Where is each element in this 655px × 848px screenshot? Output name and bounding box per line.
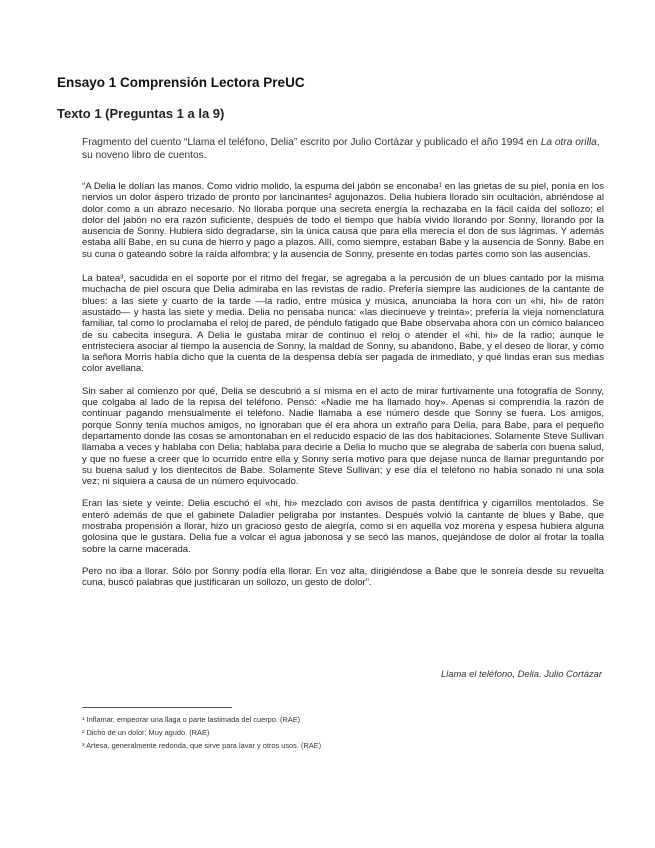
- intro-text: Fragmento del cuento “Llama el teléfono, Delia” escrito por Julio Cortázar y publicado el año 1994 en: [82, 137, 541, 148]
- story-paragraph-1: “A Delia le dolían las manos. Como vidrio molido, la espuma del jabón se enconaba¹ en las grietas de su piel, ponía en los nervios un dolor áspero trizado de pronto por lancinantes² agujonazos. Delia hubiera llorado sin ocultación, abriéndose al dolor como a un abrazo necesario. No lloraba porque una secreta energía la rechazaba en la fácil caída del sollozo; el dolor del jabón no era razón suficiente, después de todo el tiempo que había vivido llorando por Sonny, llorando por la ausencia de Sonny. Hubiera sido degradarse, sin la única causa que para ella merecía el don de sus lágrimas. Y además estaba allí Babe, en su cuna de hierro y pago a plazos. Allí, como siempre, estaban Babe y la ausencia de Sonny. Babe en su cuna o gateando sobre la raída alfombra; y la ausencia de Sonny, presente en todas partes como son las ausencias.: [82, 181, 604, 260]
- intro-paragraph: [82, 136, 602, 162]
- story-paragraph-2: La batea³, sacudida en el soporte por el ritmo del fregar, se agregaba a la percusión de un blues cantado por la misma muchacha de piel oscura que Delia admiraba en las revistas de radio. Prefería siempre las audiciones de la cantante de blues: a las siete y cuarto de la tarde —la radio, entre música y música, anunciaba la hora con un «hi, hi» de ratón asustado— y hasta las siete y media. Delia no pensaba nunca: «las diecinueve y treinta»; prefería la vieja nomenclatura familiar, tal como lo proclamaba el reloj de pared, de péndulo fatigado que Babe observaba ahora con un cómico balanceo de su cabecita insegura. A Delia le gustaba mirar de continuo el reloj o atender el «hi, hi» de la radio; aunque le entristeciera asociar al tiempo la ausencia de Sonny, la maldad de Sonny, su abandono, Babe, y el deseo de llorar, y cómo la señora Morris había dicho que la cuenta de la despensa debía ser pagada de inmediato, y qué lindas eran sus medias color avellana.: [82, 273, 604, 375]
- book-title: La otra orilla: [540, 137, 597, 148]
- footnote-2: ² Dicho de un dolor: Muy agudo. (RAE): [82, 728, 210, 737]
- story-attribution: Llama el teléfono, Delia. Julio Cortázar: [440, 668, 602, 679]
- footnote-3: ³ Artesa, generalmente redonda, que sirve para lavar y otros usos. (RAE): [82, 741, 322, 750]
- footnote-1: ¹ Inflamar, empeorar una llaga o parte lastimada del cuerpo. (RAE): [82, 715, 301, 724]
- story-paragraph-3: Sin saber al comienzo por qué, Delia se descubrió a sí misma en el acto de mirar furtivamente una fotografía de Sonny, que colgaba al lado de la repisa del teléfono. Pensó: «Nadie me ha llamado hoy». Apenas si comprendía la razón de continuar pagando mensualmente el teléfono. Nadie llamaba a ese número desde que Sonny se fuera. Los amigos, porque Sonny tenía muchos amigos, no ignoraban que él era ahora un extraño para Delia, para Babe, para el pequeño departamento donde las cosas se amontonaban en el reducido espacio de las dos habitaciones. Solamente Steve Sullivan llamaba a veces y hablaba con Delia; hablaba para decirle a Delia lo mucho que se alegraba de saberla con buena salud, y que no fuese a creer que lo ocurrido entre ella y Sonny sería motivo para que dejase nunca de llamar preguntando por su buena salud y los dientecitos de Babe. Solamente Steve Sullivan; y ese día el teléfono no había sonado ni una sola vez; ni siquiera a causa de un número equivocado.: [82, 385, 604, 488]
- story-paragraph-5: Pero no iba a llorar. Sólo por Sonny podía ella llorar. En voz alta, dirigiéndose a Babe que le sonreía desde su revuelta cuna, buscó palabras que justificaran un sollozo, un gesto de dolor”.: [82, 565, 604, 589]
- story-excerpt: [82, 181, 604, 600]
- footnotes: [82, 713, 602, 752]
- page-title: Ensayo 1 Comprensión Lectora PreUC: [57, 75, 305, 90]
- intro-text-end: , su noveno libro de cuentos.: [82, 137, 600, 161]
- story-paragraph-4: Eran las siete y veinte. Delia escuchó el «hi, hi» mezclado con avisos de pasta dentífrica y cigarrillos mentolados. Se enteró además de que el gabinete Daladier peligraba por instantes. Después volvió la cantante de blues y Babe, que mostraba propensión a llorar, hizo un gracioso gesto de alegría, como si en aquella voz morena y espesa hubiera alguna golosina que le gustara. Delia fue a volcar el agua jabonosa y se secó las manos, quejándose de dolor al frotar la toalla sobre la carne macerada.: [82, 498, 604, 555]
- text-section-heading: Texto 1 (Preguntas 1 a la 9): [57, 106, 225, 121]
- footnote-divider: [82, 707, 232, 708]
